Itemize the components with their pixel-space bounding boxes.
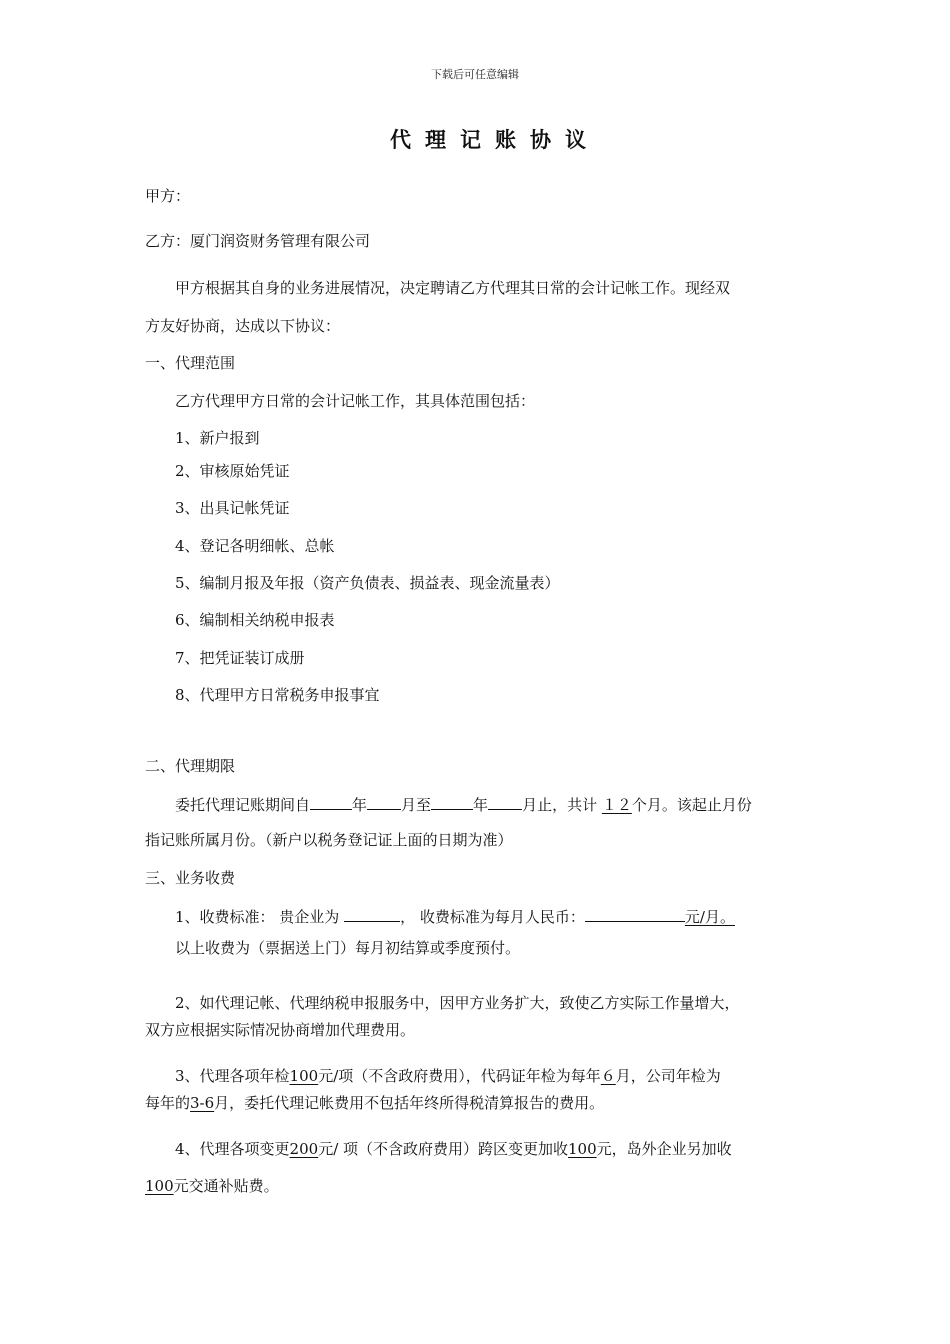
scope-item: 6、编制相关纳税申报表 <box>175 611 335 629</box>
scope-item: 2、审核原始凭证 <box>175 462 290 480</box>
section1-lead: 乙方代理甲方日常的会计记帐工作，其具体范围包括： <box>175 392 536 410</box>
start-month-blank[interactable] <box>367 793 401 810</box>
fee-item-3-text: 元/项（不含政府费用），代码证年检为每年 <box>318 1067 601 1085</box>
transport-subsidy-fee: 100 <box>145 1177 174 1195</box>
fee-item-3-line-1 <box>175 1066 835 1086</box>
fee-item-4-text: 4、代理各项变更 <box>175 1140 290 1158</box>
fee-standard-label: 1、收费标准： 贵企业为 <box>175 908 340 926</box>
intro-line-2: 方友好协商，达成以下协议： <box>145 317 341 335</box>
company-name-blank[interactable] <box>344 905 400 922</box>
fee-unit: 元/月。 <box>684 908 735 926</box>
intro-line-1: 甲方根据其自身的业务进展情况，决定聘请乙方代理其日常的会计记帐工作。现经双 <box>175 279 731 297</box>
term-year-label: 年 <box>352 796 368 814</box>
term-month-end: 月止，共计 <box>522 796 598 814</box>
end-year-blank[interactable] <box>431 793 473 810</box>
fee-item-3-text: 月，公司年检为 <box>615 1067 721 1085</box>
scope-item: 5、编制月报及年报（资产负债表、损益表、现金流量表） <box>175 574 560 592</box>
term-months-count: １２ <box>601 796 632 814</box>
party-a: 甲方： <box>145 187 191 205</box>
fee-item-3-text: 月，委托代理记帐费用不包括年终所得税清算报告的费用。 <box>214 1094 605 1112</box>
annual-check-fee: 100 <box>289 1067 319 1085</box>
document-title: 代理记账协议 <box>390 127 600 152</box>
term-line-2: 指记账所属月份。（新户以税务登记证上面的日期为准） <box>145 831 513 849</box>
section1-heading: 一、代理范围 <box>145 354 236 372</box>
scope-item: 4、登记各明细帐、总帐 <box>175 537 335 555</box>
fee-item-3-text: 3、代理各项年检 <box>175 1067 290 1085</box>
section3-heading: 三、业务收费 <box>145 869 236 887</box>
term-text-start: 委托代理记账期间自 <box>175 796 311 814</box>
scope-item: 7、把凭证装订成册 <box>175 649 305 667</box>
fee-item-1-line-2: 以上收费为（票据送上门）每月初结算或季度预付。 <box>175 939 521 957</box>
start-year-blank[interactable] <box>310 793 352 810</box>
term-line-tail: 个月。该起止月份 <box>631 796 752 814</box>
fee-item-2-line-1: 2、如代理记帐、代理纳税申报服务中，因甲方业务扩大，致使乙方实际工作量增大， <box>175 994 740 1012</box>
section2-heading: 二、代理期限 <box>145 757 236 775</box>
fee-monthly-label: ， 收费标准为每月人民币： <box>400 908 585 926</box>
fee-item-3-text: 每年的 <box>145 1094 191 1112</box>
header-note: 下载后可任意编辑 <box>431 68 519 81</box>
term-line-1 <box>175 793 835 815</box>
fee-item-2-line-2: 双方应根据实际情况协商增加代理费用。 <box>145 1021 416 1039</box>
fee-item-4-line-2 <box>145 1176 805 1196</box>
fee-amount-blank[interactable] <box>585 905 685 922</box>
code-check-month: ６ <box>600 1067 616 1085</box>
cross-district-fee: 100 <box>568 1140 597 1158</box>
term-year-label: 年 <box>473 796 489 814</box>
end-month-blank[interactable] <box>488 793 522 810</box>
scope-item: 8、代理甲方日常税务申报事宜 <box>175 686 380 704</box>
fee-item-4-text: 元交通补贴费。 <box>173 1177 279 1195</box>
company-check-range: 3-6 <box>190 1094 215 1112</box>
fee-item-4-line-1 <box>175 1139 835 1159</box>
scope-item: 1、新户报到 <box>175 429 260 447</box>
party-b: 乙方：厦门润资财务管理有限公司 <box>145 232 371 250</box>
term-month-to: 月至 <box>401 796 432 814</box>
fee-item-4-text: 元，岛外企业另加收 <box>596 1140 732 1158</box>
change-fee: 200 <box>289 1140 319 1158</box>
fee-item-3-line-2 <box>145 1093 805 1113</box>
fee-item-1 <box>175 905 835 927</box>
scope-item: 3、出具记帐凭证 <box>175 499 290 517</box>
fee-item-4-text: 元/ 项（不含政府费用）跨区变更加收 <box>318 1140 569 1158</box>
